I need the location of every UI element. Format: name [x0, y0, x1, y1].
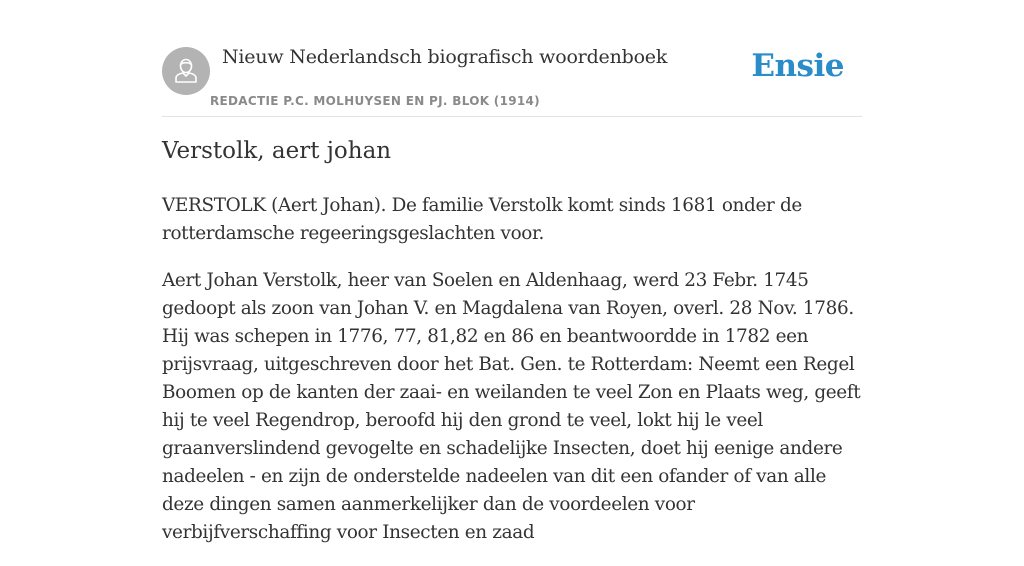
book-header — [162, 44, 862, 117]
book-editors: REDACTIE P.C. MOLHUYSEN EN PJ. BLOK (1914) — [210, 94, 540, 108]
user-avatar-icon[interactable] — [162, 47, 210, 95]
entry-body — [162, 192, 862, 566]
entry-paragraph: Aert Johan Verstolk, heer van Soelen en Aldenhaag, werd 23 Febr. 1745 gedoopt als zoon van Johan V. en Magdalena van Royen, overl. 28 Nov. 1786. Hij was schepen in 1776, 77, 81,82 en 86 en beantwoordde in 1782 een prijsvraag, uitgeschreven door het Bat. Gen. te Rotterdam: Neemt een Regel Boomen op de kanten der zaai- en weilanden te veel Zon en Plaats weg, geeft hij te veel Regendrop, beroofd hij den grond te veel, lokt hij le veel graanverslindend gevogelte en schadelijke Insecten, doet hij eenige andere nadeelen - en zijn de onderstelde nadeelen van dit een ofander of van alle deze dingen samen aanmerkelijker dan de voordeelen voor verbijfverschaffing voor Insecten en zaad — [162, 270, 861, 543]
ensie-logo[interactable]: Ensie — [751, 48, 844, 84]
entry-paragraph: VERSTOLK (Aert Johan). De familie Verstolk komt sinds 1681 onder de rotterdamsche regeeringsgeslachten voor. — [162, 195, 802, 244]
entry-title: Verstolk, aert johan — [162, 138, 392, 164]
book-title[interactable]: Nieuw Nederlandsch biografisch woordenboek — [222, 46, 668, 68]
